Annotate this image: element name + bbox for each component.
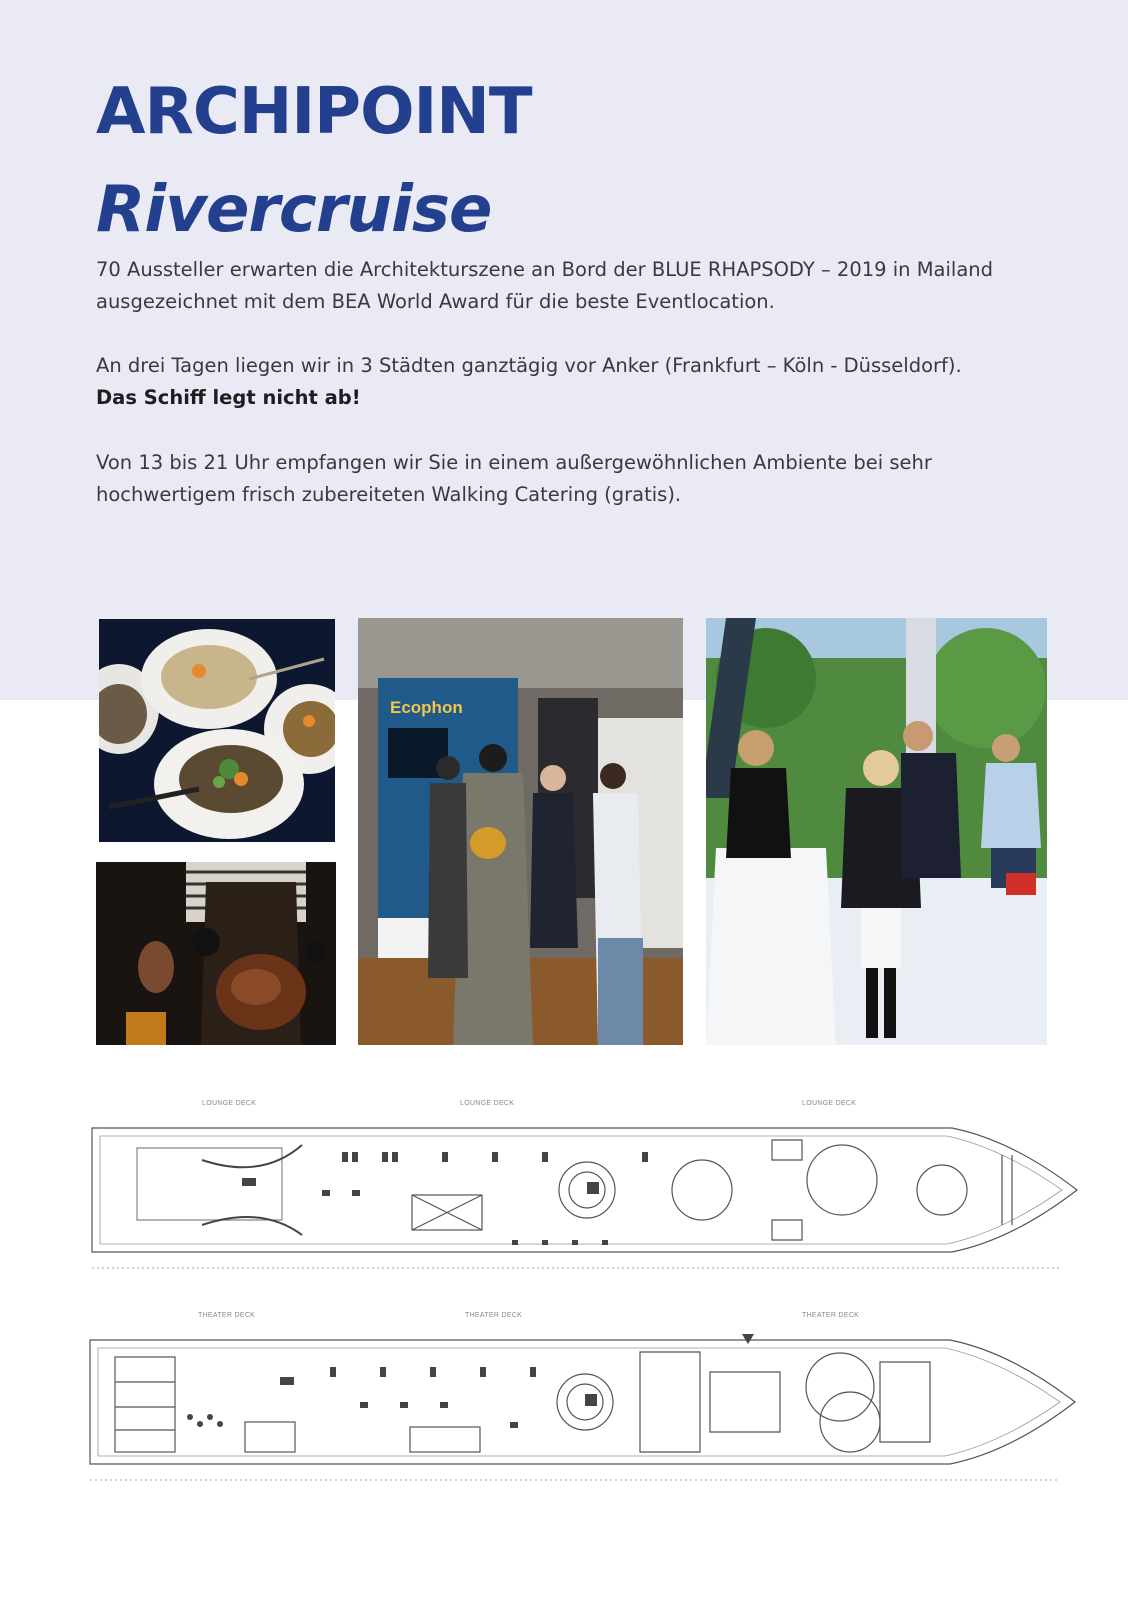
hours-line-1: Von 13 bis 21 Uhr empfangen wir Sie in einem außergewöhnlichen Ambiente bei sehr xyxy=(96,451,932,474)
lounge-deck-label-right: LOUNGE DECK xyxy=(802,1100,857,1107)
intro-paragraph xyxy=(96,254,1046,318)
theater-deck-drawing xyxy=(80,1312,1080,1492)
theater-deck-label-mid: THEATER DECK xyxy=(465,1312,523,1319)
hours-paragraph xyxy=(96,447,1046,511)
page-subtitle: Rivercruise xyxy=(96,173,492,247)
theater-deck-plan xyxy=(80,1312,1080,1492)
location-paragraph xyxy=(96,350,1046,414)
location-line-1: An drei Tagen liegen wir in 3 Städten ganztägig vor Anker (Frankfurt – Köln - Düsseldorf). xyxy=(96,354,962,377)
lounge-deck-plan xyxy=(82,1100,1082,1280)
exhibition-booth-photo xyxy=(358,618,683,1045)
lounge-deck-label-left: LOUNGE DECK xyxy=(202,1100,257,1107)
chef-carving-photo xyxy=(96,862,336,1045)
lounge-deck-drawing xyxy=(82,1100,1082,1280)
intro-line-2: ausgezeichnet mit dem BEA World Award für die beste Eventlocation. xyxy=(96,290,775,313)
hours-line-2: hochwertigem frisch zubereiteten Walking Catering (gratis). xyxy=(96,483,682,506)
theater-deck-label-left: THEATER DECK xyxy=(198,1312,256,1319)
booth-sign: Ecophon xyxy=(390,698,463,717)
location-note: Das Schiff legt nicht ab! xyxy=(96,386,361,409)
lounge-deck-label-mid: LOUNGE DECK xyxy=(460,1100,515,1107)
intro-line-1: 70 Aussteller erwarten die Architekturszene an Bord der BLUE RHAPSODY – 2019 in Mailand xyxy=(96,258,994,281)
food-bowls-photo xyxy=(99,619,335,842)
theater-deck-label-right: THEATER DECK xyxy=(802,1312,860,1319)
page-title: ARCHIPOINT xyxy=(96,75,532,149)
guests-terrace-photo xyxy=(706,618,1047,1045)
